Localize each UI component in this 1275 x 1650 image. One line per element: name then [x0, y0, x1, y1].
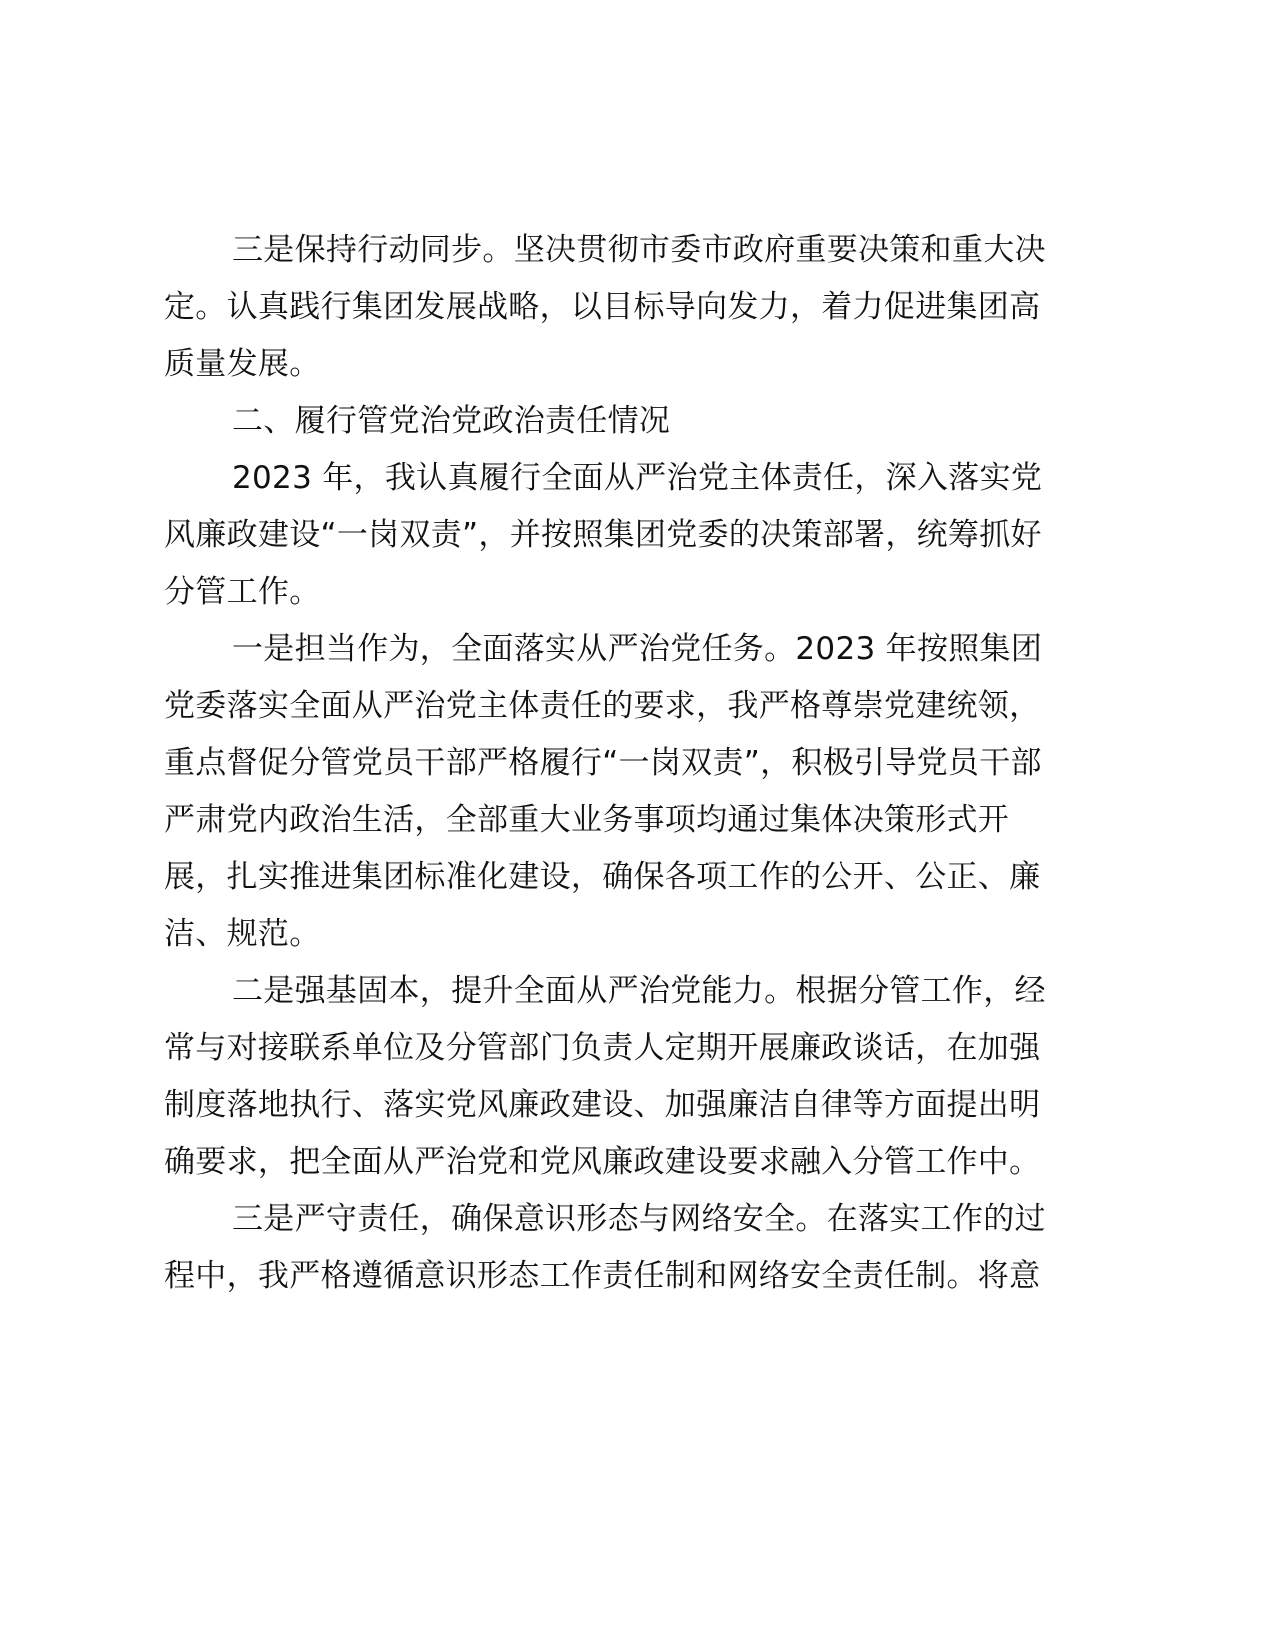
paragraph-line: 二是强基固本，提升全面从严治党能力。根据分管工作，经 — [232, 973, 1046, 1009]
paragraph-line: 常与对接联系单位及分管部门负责人定期开展廉政谈话，在加强 — [164, 1030, 1041, 1066]
paragraph-line: 分管工作。 — [164, 574, 321, 610]
paragraph-line: 洁、规范。 — [164, 916, 321, 952]
paragraph-line: 严肃党内政治生活，全部重大业务事项均通过集体决策形式开 — [164, 802, 1010, 838]
paragraph-line: 三是保持行动同步。坚决贯彻市委市政府重要决策和重大决 — [232, 232, 1046, 268]
paragraph-line: 三是严守责任，确保意识形态与网络安全。在落实工作的过 — [232, 1201, 1046, 1237]
paragraph-line: 重点督促分管党员干部严格履行“一岗双责”，积极引导党员干部 — [164, 745, 1042, 781]
paragraph-line: 2023 年，我认真履行全面从严治党主体责任，深入落实党 — [232, 460, 1043, 496]
paragraph-line: 确要求，把全面从严治党和党风廉政建设要求融入分管工作中。 — [164, 1144, 1041, 1180]
paragraph-line: 一是担当作为，全面落实从严治党任务。2023 年按照集团 — [232, 631, 1043, 667]
paragraph-line: 展，扎实推进集团标准化建设，确保各项工作的公开、公正、廉 — [164, 859, 1041, 895]
section-heading: 二、履行管党治党政治责任情况 — [232, 403, 671, 439]
paragraph-line: 制度落地执行、落实党风廉政建设、加强廉洁自律等方面提出明 — [164, 1087, 1041, 1123]
paragraph-line: 风廉政建设“一岗双责”，并按照集团党委的决策部署，统筹抓好 — [164, 517, 1042, 553]
paragraph-line: 程中，我严格遵循意识形态工作责任制和网络安全责任制。将意 — [164, 1258, 1041, 1294]
paragraph-line: 党委落实全面从严治党主体责任的要求，我严格尊崇党建统领， — [164, 688, 1041, 724]
paragraph-line: 定。认真践行集团发展战略，以目标导向发力，着力促进集团高 — [164, 289, 1041, 325]
paragraph-line: 质量发展。 — [164, 346, 321, 382]
document-body — [164, 222, 1104, 1305]
